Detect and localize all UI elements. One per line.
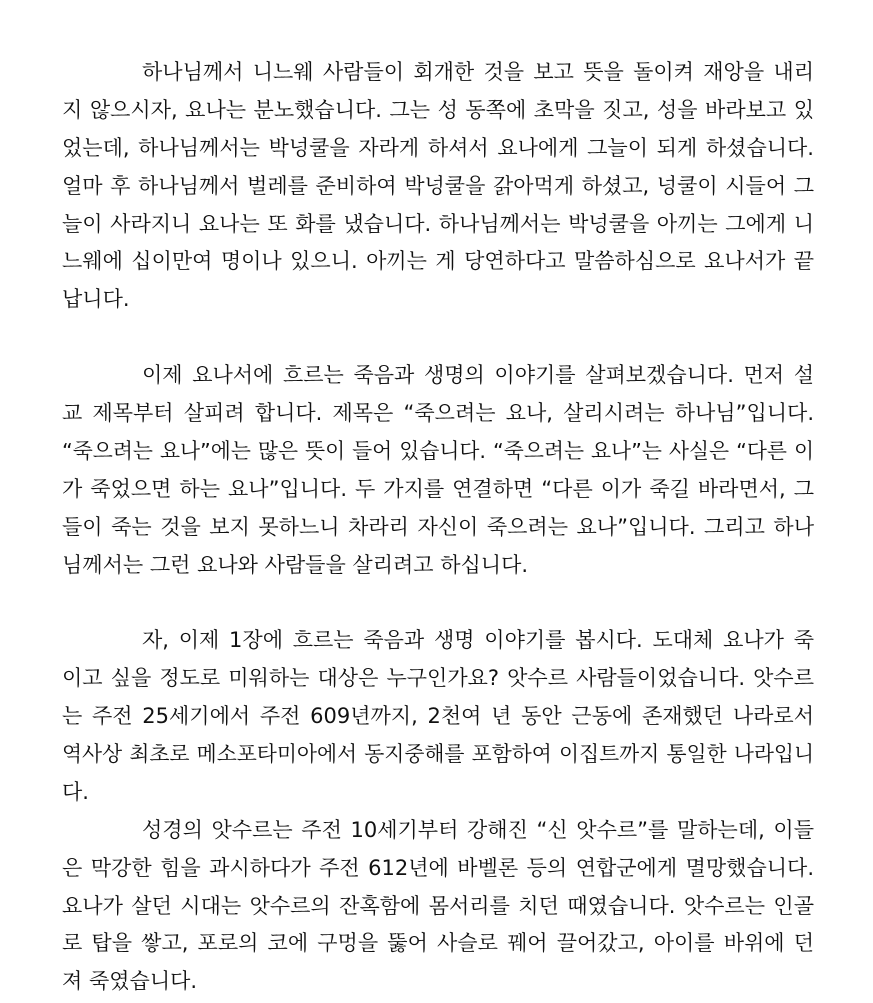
text-line: 얼마 후 하나님께서 벌레를 준비하여 박넝쿨을 갉아먹게 하셨고, 넝쿨이 시들어 그 — [62, 173, 814, 198]
text-line: 져 죽였습니다. — [62, 969, 198, 994]
text-line: 가 죽었으면 하는 요나”입니다. 두 가지를 연결하면 “다른 이가 죽길 바라면서, 그 — [62, 476, 814, 501]
text-line: 는 주전 25세기에서 주전 609년까지, 2천여 년 동안 근동에 존재했던 나라로서 — [62, 704, 814, 729]
paragraph-2 — [62, 357, 814, 584]
text-line: 자, 이제 1장에 흐르는 죽음과 생명 이야기를 봅시다. 도대체 요나가 죽 — [142, 628, 814, 653]
text-line: 요나가 살던 시대는 앗수르의 잔혹함에 몸서리를 치던 때였습니다. 앗수르는 인골 — [62, 893, 814, 918]
paragraph-1 — [62, 54, 814, 319]
text-line: 이제 요나서에 흐르는 죽음과 생명의 이야기를 살펴보겠습니다. 먼저 설 — [142, 363, 814, 388]
text-line: 었는데, 하나님께서는 박넝쿨을 자라게 하셔서 요나에게 그늘이 되게 하셨습니다. — [62, 135, 814, 160]
text-line: 로 탑을 쌓고, 포로의 코에 구멍을 뚫어 사슬로 꿰어 끌어갔고, 아이를 바위에 던 — [62, 931, 814, 956]
document-page — [62, 54, 814, 1001]
text-line: “죽으려는 요나”에는 많은 뜻이 들어 있습니다. “죽으려는 요나”는 사실은 “다른 이 — [62, 438, 814, 463]
text-line: 님께서는 그런 요나와 사람들을 살리려고 하십니다. — [62, 552, 529, 577]
text-line: 다. — [62, 779, 89, 804]
paragraph-gap — [62, 584, 814, 622]
paragraph-3 — [62, 622, 814, 811]
text-line: 이고 싶을 정도로 미워하는 대상은 누구인가요? 앗수르 사람들이었습니다. 앗수르 — [62, 666, 814, 691]
text-line: 은 막강한 힘을 과시하다가 주전 612년에 바벨론 등의 연합군에게 멸망했습니다. — [62, 855, 814, 880]
text-line: 느웨에 십이만여 명이나 있으니. 아끼는 게 당연하다고 말씀하심으로 요나서가 끝 — [62, 249, 814, 274]
text-line: 하나님께서 니느웨 사람들이 회개한 것을 보고 뜻을 돌이켜 재앙을 내리 — [142, 60, 814, 84]
paragraph-4 — [62, 812, 814, 1001]
text-line: 들이 죽는 것을 보지 못하느니 차라리 자신이 죽으려는 요나”입니다. 그리고 하나 — [62, 514, 814, 539]
text-line: 성경의 앗수르는 주전 10세기부터 강해진 “신 앗수르”를 말하는데, 이들 — [142, 817, 814, 842]
text-line: 늘이 사라지니 요나는 또 화를 냈습니다. 하나님께서는 박넝쿨을 아끼는 그에게 니 — [62, 211, 814, 236]
text-line: 교 제목부터 살피려 합니다. 제목은 “죽으려는 요나, 살리시려는 하나님”입니다. — [62, 401, 814, 426]
text-line: 지 않으시자, 요나는 분노했습니다. 그는 성 동쪽에 초막을 짓고, 성을 바라보고 있 — [62, 97, 814, 122]
paragraph-gap — [62, 319, 814, 357]
text-line: 역사상 최초로 메소포타미아에서 동지중해를 포함하여 이집트까지 통일한 나라입니 — [62, 742, 814, 767]
text-line: 납니다. — [62, 287, 130, 312]
